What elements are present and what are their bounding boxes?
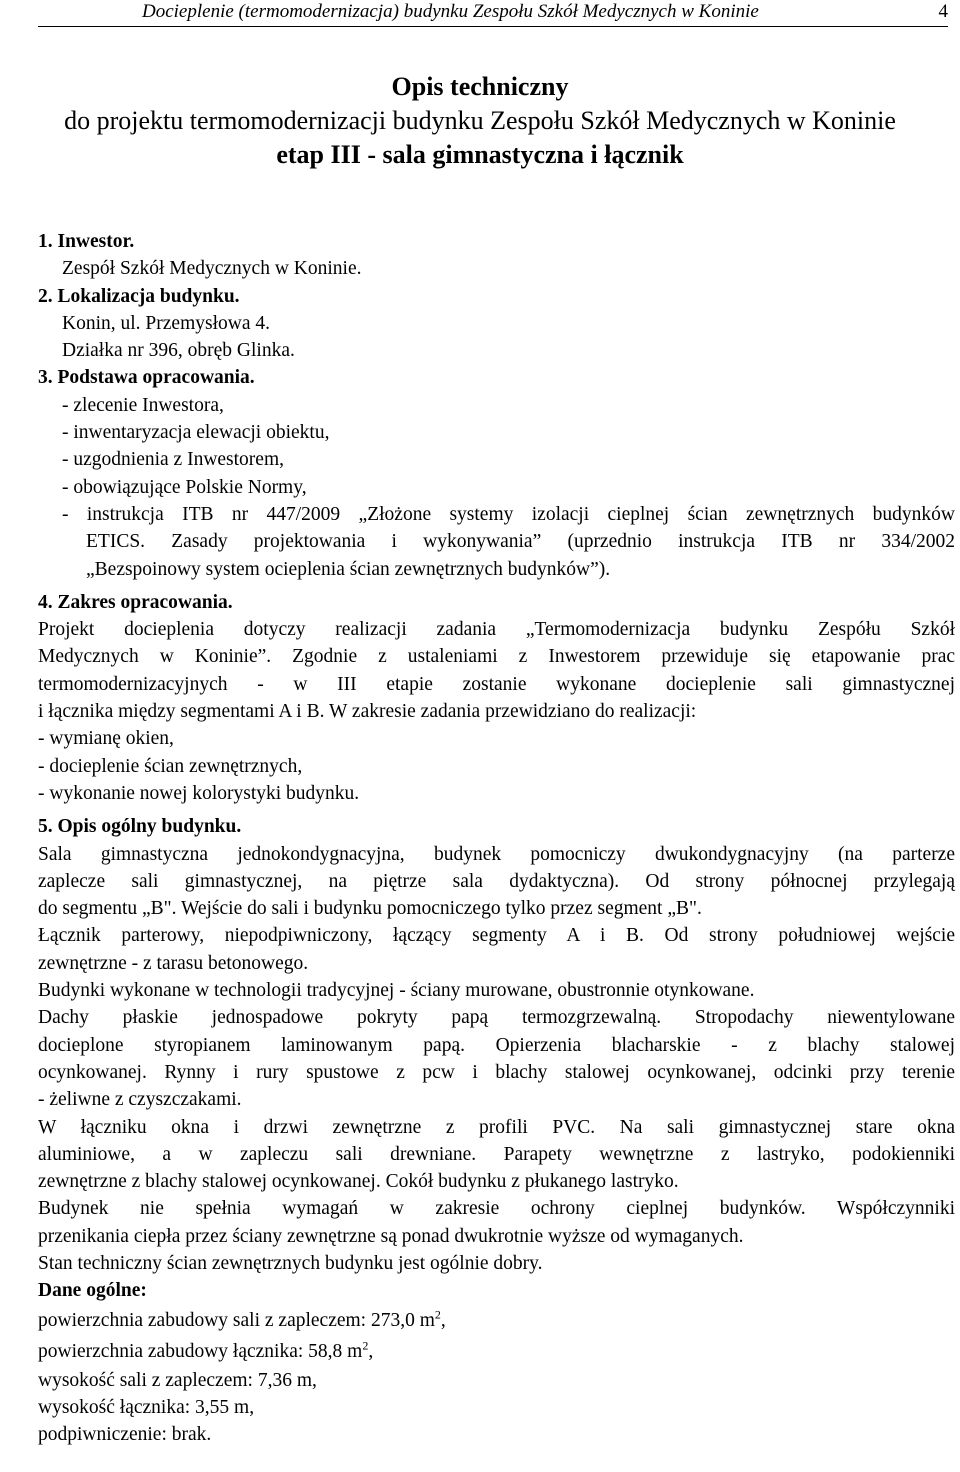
section-3-itb-line-1: - instrukcja ITB nr 447/2009 „Złożone systemy izolacji cieplnej ścian zewnętrznych budynków (62, 503, 955, 525)
section-5-line: docieplone styropianem laminowanym papą. Opierzenia blacharskie - z blachy stalowej (38, 1034, 955, 1056)
section-4-line: termomodernizacyjnych - w III etapie zostanie wykonane docieplenie sali gimnastycznej (38, 673, 955, 695)
section-5-line: przenikania ciepła przez ściany zewnętrzne są ponad dwukrotnie wyższe od wymaganych. (38, 1225, 744, 1247)
general-data-heading: Dane ogólne: (38, 1280, 147, 1302)
area-link-tail: , (368, 1340, 374, 1362)
section-3-item: - obowiązujące Polskie Normy, (62, 476, 307, 498)
section-5-line: zaplecze sali gimnastycznej, na piętrze sala dydaktyczna). Od strony północnej przylegają (38, 870, 955, 892)
page-header (0, 0, 960, 26)
section-3-item: - uzgodnienia z Inwestorem, (62, 449, 285, 471)
section-3-item: - inwentaryzacja elewacji obiektu, (62, 422, 330, 444)
area-link-line (38, 1336, 955, 1367)
section-5-line: Budynki wykonane w technologii tradycyjnej - ściany murowane, obustronnie otynkowane. (38, 980, 755, 1002)
title-line-1: Opis techniczny (391, 72, 569, 101)
section-3-itb-line-2: ETICS. Zasady projektowania i wykonywania” (uprzednio instrukcja ITB nr 334/2002 (86, 531, 955, 553)
section-4-line: Projekt docieplenia dotyczy realizacji zadania „Termomodernizacja budynku Zespółu Szkół (38, 619, 955, 641)
section-5-heading: 5. Opis ogólny budynku. (38, 816, 242, 838)
title-line-2: do projektu termomodernizacji budynku Zespołu Szkół Medycznych w Koninie (64, 106, 896, 135)
section-5-line: zewnętrzne z blachy stalowej ocynkowanej. Cokół budynku z płukanego lastryko. (38, 1171, 679, 1193)
section-5-line: aluminiowe, a w zapleczu sali drewniane. Parapety wewnętrzne z lastryko, podokienniki (38, 1143, 955, 1165)
section-4-item: - wykonanie nowej kolorystyki budynku. (38, 782, 360, 804)
section-3-itb-line-2-wrap (38, 528, 955, 555)
header-rule (38, 26, 948, 27)
section-5-line: Łącznik parterowy, niepodpiwniczony, łączący segmenty A i B. Od strony południowej wejście (38, 925, 955, 947)
document-body (38, 228, 955, 1448)
section-5-line: Stan techniczny ścian zewnętrznych budynku jest ogólnie dobry. (38, 1252, 543, 1274)
section-5-line: Budynek nie spełnia wymagań w zakresie ochrony cieplnej budynków. Współczynniki (38, 1198, 955, 1220)
title-line-3: etap III - sala gimnastyczna i łącznik (276, 140, 684, 169)
section-4-line: i łącznika między segmentami A i B. W zakresie zadania przewidziano do realizacji: (38, 701, 697, 723)
section-2-line-1: Konin, ul. Przemysłowa 4. (62, 312, 270, 334)
section-3-itb-line-3: „Bezspoinowy system ocieplenia ścian zewnętrznych budynków”). (86, 558, 611, 580)
section-1-heading: 1. Inwestor. (38, 231, 135, 252)
section-3-heading: 3. Podstawa opracowania. (38, 367, 255, 389)
area-hall-line (38, 1305, 955, 1336)
section-2-heading: 2. Lokalizacja budynku. (38, 285, 240, 307)
section-4-line: Medycznych w Koninie”. Zgodnie z ustaleniami z Inwestorem przewiduje się etapowanie prac (38, 646, 955, 668)
document-title (0, 70, 960, 172)
header-title: Docieplenie (termomodernizacja) budynku Zespołu Szkół Medycznych w Koninie (142, 1, 759, 22)
height-link-line: wysokość łącznika: 3,55 m, (38, 1396, 255, 1418)
height-hall-line: wysokość sali z zapleczem: 7,36 m, (38, 1369, 317, 1391)
page-number: 4 (938, 1, 948, 22)
section-5-line: Dachy płaskie jednospadowe pokryty papą termozgrzewalną. Stropodachy niewentylowane (38, 1007, 955, 1029)
area-hall-superscript: 2 (434, 1307, 441, 1322)
section-5-line: Sala gimnastyczna jednokondygnacyjna, budynek pomocniczy dwukondygnacyjny (na parterze (38, 843, 955, 865)
section-1-text: Zespół Szkół Medycznych w Koninie. (62, 258, 362, 280)
section-4-item: - wymianę okien, (38, 728, 174, 750)
section-5-line: - żeliwne z czyszczakami. (38, 1089, 242, 1111)
area-link-text: powierzchnia zabudowy łącznika: 58,8 m (38, 1340, 363, 1362)
basement-line: podpiwniczenie: brak. (38, 1424, 212, 1446)
section-5-paragraphs (38, 841, 955, 1278)
area-hall-tail: , (440, 1309, 446, 1331)
section-5-line: zewnętrzne - z tarasu betonowego. (38, 952, 309, 974)
area-link-superscript: 2 (362, 1338, 369, 1353)
section-4-item: - docieplenie ścian zewnętrznych, (38, 755, 303, 777)
area-hall-text: powierzchnia zabudowy sali z zapleczem: 273,0 m (38, 1309, 435, 1331)
section-5-line: do segmentu „B". Wejście do sali i budynku pomocniczego tylko przez segment „B". (38, 898, 702, 920)
section-3-item: - zlecenie Inwestora, (62, 394, 224, 416)
section-4-heading: 4. Zakres opracowania. (38, 591, 233, 613)
section-5-line: ocynkowanej. Rynny i rury spustowe z pcw i blachy stalowej ocynkowanej, odcinki przy terenie (38, 1061, 955, 1083)
section-5-line: W łączniku okna i drzwi zewnętrzne z profili PVC. Na sali gimnastycznej stare okna (38, 1116, 955, 1138)
section-2-line-2: Działka nr 396, obręb Glinka. (62, 340, 295, 362)
